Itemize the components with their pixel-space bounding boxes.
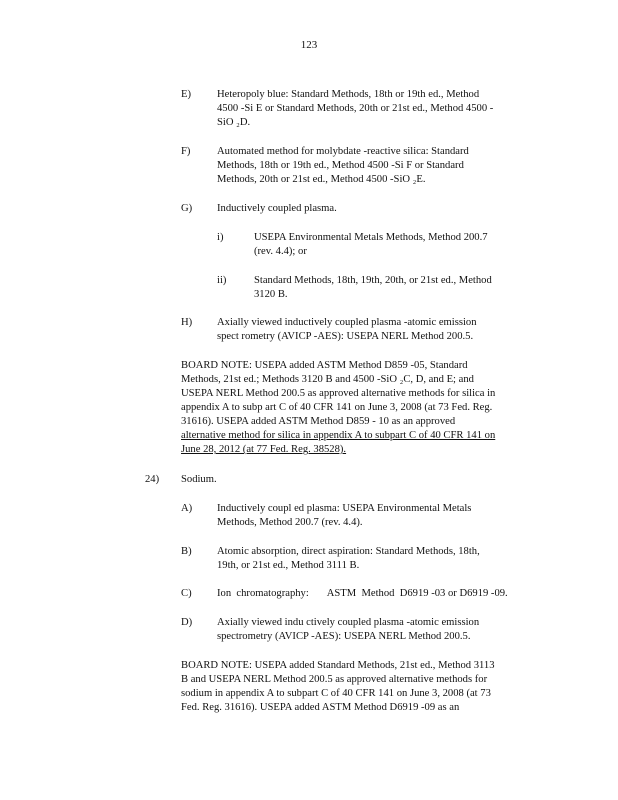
item-label: ii) [217, 275, 227, 286]
item-label: A) [181, 503, 193, 514]
item-text: Axially viewed indu ctively coupled plasma -atomic emission spectrometry (AVICP -AES): USEPA NERL Method 200.5. [217, 617, 480, 642]
page-number: 123 [300, 39, 318, 51]
item-label: H) [181, 317, 193, 328]
item-label: D) [181, 617, 193, 628]
item-label: B) [181, 546, 192, 557]
item-text: Ion chromatography: ASTM Method D6919 -03 or D6919 -09. [217, 588, 508, 599]
item-label: C) [181, 588, 192, 599]
item-text: Axially viewed inductively coupled plasma -atomic emission spect rometry (AVICP -AES): USEPA NERL Method 200.5. [217, 317, 477, 342]
board-note-text: BOARD NOTE: USEPA added Standard Methods, 21st ed., Method 3113 B and USEPA NERL Method 200.5 as approved alternative methods for sodium in appendix A to subpart C of 40 CFR 141 on June 3, 2008 (at 73 Fed. Reg. 31616). USEPA added ASTM Method D6919 -09 as an [181, 660, 495, 713]
item-label: F) [181, 146, 191, 157]
item-text: Atomic absorption, direct aspiration: Standard Methods, 18th, 19th, or 21st ed., Method 3111 B. [217, 546, 480, 571]
board-note-text: BOARD NOTE: USEPA added ASTM Method D859 -05, Standard Methods, 21st ed.; Methods 3120 B and 4500 -SiO ₂C, D, and E; and USEPA NERL Method 200.5 as approved alternative methods for silica in appendix A to subp art C of 40 CFR 141 on June 3, 2008 (at 73 Fed. Reg. 31616). USEPA added ASTM Method D859 - 10 as an approved alternative method for silica in appendix A to subpart C of 40 CFR 141 on June 28, 2012 (at 77 Fed. Reg. 38528). [181, 360, 496, 455]
item-label: G) [181, 203, 193, 214]
item-text: Heteropoly blue: Standard Methods, 18th or 19th ed., Method 4500 -Si E or Standard Methods, 20th or 21st ed., Method 4500 - SiO ₂D. [217, 89, 494, 128]
section-number: 24) [145, 474, 160, 485]
section-title: Sodium. [181, 474, 217, 485]
item-text: USEPA Environmental Metals Methods, Method 200.7 (rev. 4.4); or [254, 232, 488, 257]
item-text: Inductively coupled plasma. [217, 203, 337, 214]
item-label: i) [217, 232, 224, 243]
item-text: Automated method for molybdate -reactive silica: Standard Methods, 18th or 19th ed., Method 4500 -Si F or Standard Methods, 20th or 21st ed., Method 4500 -SiO ₂E. [217, 146, 469, 185]
item-text: Standard Methods, 18th, 19th, 20th, or 21st ed., Method 3120 B. [254, 275, 492, 300]
item-label: E) [181, 89, 191, 100]
item-text: Inductively coupl ed plasma: USEPA Environmental Metals Methods, Method 200.7 (rev. 4.4). [217, 503, 472, 528]
